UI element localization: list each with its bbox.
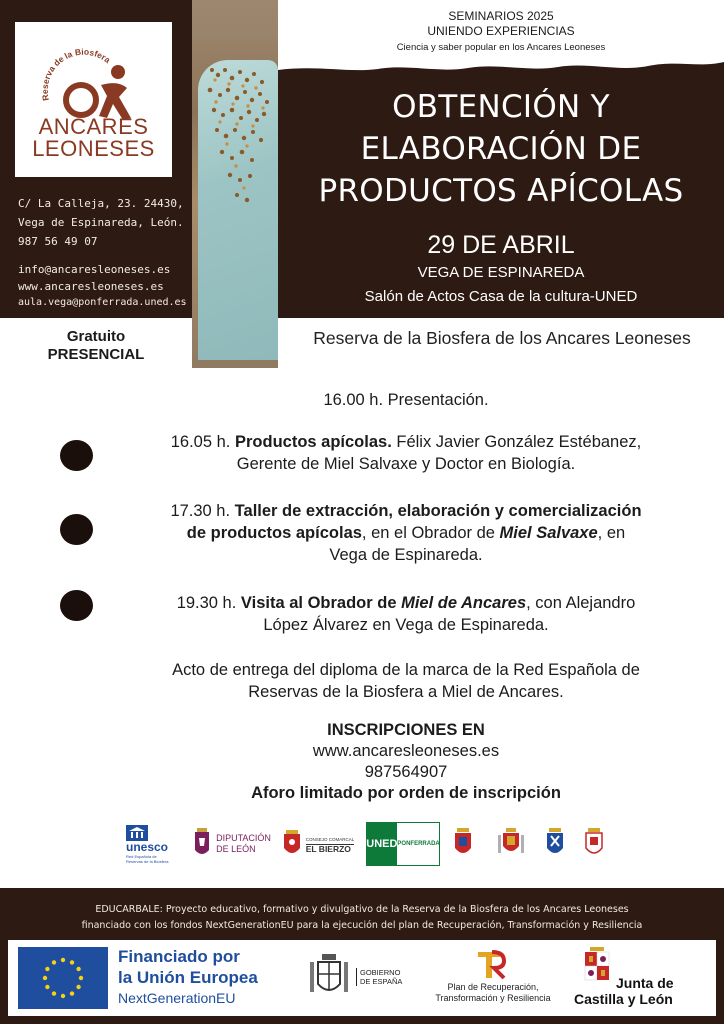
funding-logos (8, 940, 716, 1016)
crest-icon (543, 826, 567, 862)
municipal-crest-1 (450, 822, 476, 866)
program-time: 16.05 h. (170, 433, 235, 451)
registration-note: Aforo limitado por orden de inscripción (251, 784, 561, 802)
event-place: VEGA DE ESPINAREDA (417, 264, 585, 281)
spain-crest-icon (304, 950, 354, 1006)
prtr-line: Transformación y Resiliencia (435, 993, 551, 1003)
program-item-workshop (130, 500, 682, 566)
program-speaker-role: Gerente de Miel Salvaxe y Doctor en Biología. (236, 455, 576, 473)
program-speaker: , con Alejandro (526, 594, 636, 612)
event-date: 29 DE ABRIL (427, 231, 575, 259)
program-item-presentation: 16.00 h. Presentación. (323, 391, 489, 409)
program-topic: Visita al Obrador de (240, 594, 402, 612)
event-title-line: PRODUCTOS APÍCOLAS (318, 173, 684, 209)
diploma-line: Acto de entrega del diploma de la marca de la Red Española de (172, 661, 640, 679)
municipal-crest-4 (580, 822, 608, 866)
pollen-grains (192, 0, 278, 260)
unesco-label: unesco (126, 839, 169, 854)
crest-icon (452, 826, 474, 862)
program-location: , en el Obrador de (361, 524, 500, 542)
municipal-crest-2 (493, 822, 529, 866)
prtr-line: Plan de Recuperación, (447, 982, 539, 992)
program-speaker: Félix Javier González Estébanez, (391, 433, 642, 451)
registration-web[interactable]: www.ancaresleoneses.es (312, 742, 500, 760)
access-label (0, 328, 192, 364)
bierzo-text (306, 835, 355, 854)
jcyl-text-a: Junta de (616, 975, 674, 991)
footer-line: EDUCARBALE: Proyecto educativo, formativo y divulgativo de la Reserva de la Biosfera de los Ancares Leoneses (95, 904, 629, 915)
unesco-logo (126, 822, 176, 866)
contact-email[interactable]: info@ancaresleoneses.es (18, 263, 171, 276)
program-location-cont: , en (597, 524, 626, 542)
jcyl-text-b: Castilla y León (574, 991, 673, 1007)
contact-web[interactable]: www.ancaresleoneses.es (18, 280, 164, 293)
gobierno-line: GOBIERNO (360, 968, 401, 977)
diputacion-line: DE LEÓN (216, 844, 256, 854)
program-speaker-cont: López Álvarez en Vega de Espinareda. (263, 616, 549, 634)
footer-text (10, 902, 714, 934)
ancares-logo (15, 22, 172, 177)
diputacion-text (216, 833, 271, 855)
event-title-line: OBTENCIÓN Y (392, 89, 610, 125)
bullet-icon (60, 440, 93, 471)
eu-line: Financiado por (118, 947, 240, 966)
prtr-logo (470, 948, 510, 980)
diputacion-line: DIPUTACIÓN (216, 833, 271, 843)
event-title-line: ELABORACIÓN DE (360, 131, 642, 167)
prtr-icon (470, 948, 510, 980)
jcyl-crest (582, 946, 612, 986)
logo-line1: ANCARES (38, 114, 149, 139)
prtr-text (408, 982, 578, 1004)
gobierno-text (356, 968, 402, 986)
contact-address (18, 194, 184, 251)
bullet-icon (60, 590, 93, 621)
bierzo-crest-icon (282, 828, 302, 860)
crest-icon (494, 826, 528, 862)
eu-line: la Unión Europea (118, 968, 258, 987)
address-line: Vega de Espinareda, León. (18, 216, 184, 229)
leon-crest-icon (191, 826, 213, 862)
address-line: C/ La Calleja, 23. 24430, (18, 197, 184, 210)
logo-line2: LEONESES (32, 136, 155, 161)
event-title (286, 86, 716, 212)
diploma-line: Reservas de la Biosfera a Miel de Ancares. (248, 683, 564, 701)
bierzo-line: EL BIERZO (306, 844, 355, 854)
contact-email-uned[interactable]: aula.vega@ponferrada.uned.es (18, 297, 187, 308)
program-item-visit (130, 592, 682, 636)
honey-seeds-photo (192, 0, 278, 368)
seminar-tagline: Ciencia y saber popular en los Ancares Leoneses (396, 42, 606, 53)
unesco-sub: Red Española de Reservas de la Biosfera (126, 853, 169, 864)
registration-heading: INSCRIPCIONES EN (327, 721, 485, 739)
spain-coat-of-arms (304, 950, 354, 1006)
program-town: Vega de Espinareda. (329, 546, 483, 564)
access-mode: PRESENCIAL (47, 346, 145, 363)
phone: 987 56 49 07 (18, 235, 98, 248)
access-free: Gratuito (66, 328, 126, 345)
program-time: 19.30 h. (176, 594, 241, 612)
eu-nextgen: NextGenerationEU (118, 990, 236, 1006)
bierzo-line: CONSEJO COMARCAL (305, 836, 355, 842)
eu-stars-icon (18, 947, 108, 1009)
eu-funding-text (118, 946, 288, 988)
uned-campus: PONFERRADA (397, 841, 440, 847)
uned-mark: UNED (366, 823, 397, 865)
eu-flag (18, 947, 108, 1009)
program-topic-cont: de productos apícolas (186, 524, 362, 542)
castilla-leon-crest-icon (582, 946, 612, 986)
footer-line: financiado con los fondos NextGenerationEU para la ejecución del plan de Recuperación, Transformación y Resiliencia (81, 920, 643, 931)
event-venue: Salón de Actos Casa de la cultura-UNED (364, 288, 638, 305)
program-item-diploma (130, 659, 682, 703)
unesco-temple-icon (126, 825, 148, 841)
seminar-subtitle: UNIENDO EXPERIENCIAS (427, 24, 575, 38)
gobierno-line: DE ESPAÑA (360, 977, 403, 986)
program-topic: Taller de extracción, elaboración y comercialización (234, 502, 642, 520)
program-item-products (130, 431, 682, 475)
wave-edge (278, 54, 724, 74)
svg-text:Reserva de la Biosfera (40, 47, 113, 102)
program-time: 17.30 h. (170, 502, 235, 520)
municipal-crest-3 (540, 822, 570, 866)
bierzo-logo (278, 824, 358, 864)
seminar-title: SEMINARIOS 2025 (448, 9, 554, 23)
reserve-name: Reserva de la Biosfera de los Ancares Leoneses (313, 328, 691, 348)
bullet-icon (60, 514, 93, 545)
registration-block (130, 720, 682, 804)
contact-links (18, 262, 187, 310)
logo-arc-text: Reserva de la Biosfera (39, 46, 113, 102)
program-brand: Miel Salvaxe (499, 524, 598, 542)
program-brand: Miel de Ancares (401, 594, 527, 612)
crest-icon (582, 826, 606, 862)
program-topic: Productos apícolas. (234, 433, 392, 451)
diputacion-leon-logo (190, 824, 272, 864)
uned-logo (366, 822, 440, 866)
registration-phone: 987564907 (364, 763, 448, 781)
